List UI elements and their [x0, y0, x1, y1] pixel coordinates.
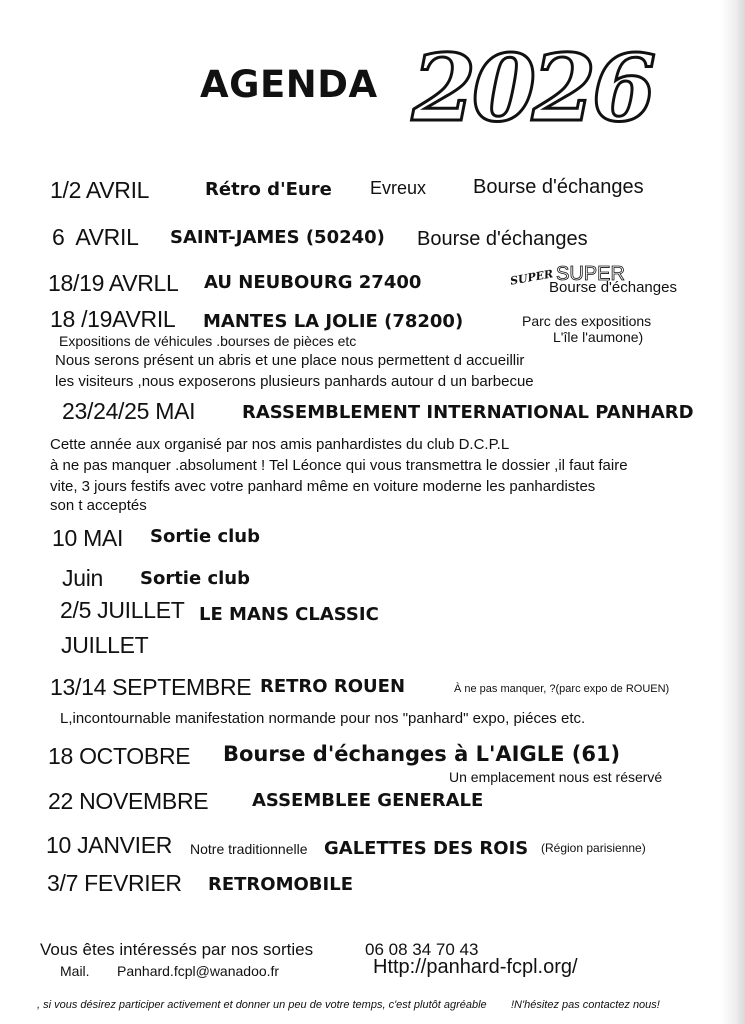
- event-5-line-1: Cette année aux organisé par nos amis panhardistes du club D.C.P.L: [50, 436, 510, 453]
- event-12-name: ASSEMBLEE GENERALE: [252, 790, 484, 811]
- event-10-name: RETRO ROUEN: [260, 676, 406, 697]
- footer-bottom-left: , si vous désirez participer activement et donner un peu de votre temps, c'est plutôt agréable: [37, 999, 487, 1011]
- event-13-note: (Région parisienne): [541, 841, 646, 855]
- event-7-date: Juin: [62, 565, 103, 591]
- event-6-date: 10 MAI: [52, 525, 124, 551]
- event-8-name: LE MANS CLASSIC: [199, 604, 379, 625]
- event-5-line-3: vite, 3 jours festifs avec votre panhard même en voiture moderne les panhardistes: [50, 478, 596, 495]
- event-5-date: 23/24/25 MAI: [62, 398, 196, 424]
- event-13-name: GALETTES DES ROIS: [324, 838, 529, 859]
- event-10-line-1: L,incontournable manifestation normande pour nos "panhard" expo, piéces etc.: [60, 710, 586, 727]
- event-6-name: Sortie club: [150, 526, 260, 547]
- footer-website-link[interactable]: Http://panhard-fcpl.org/: [373, 956, 578, 978]
- super-badge-outline: SUPER: [556, 263, 625, 285]
- event-2-date: 6 AVRIL: [52, 224, 139, 250]
- event-1-date: 1/2 AVRIL: [50, 177, 150, 203]
- footer-email[interactable]: Panhard.fcpl@wanadoo.fr: [117, 963, 280, 979]
- event-4-name: MANTES LA JOLIE (78200): [203, 311, 464, 332]
- event-5-line-4: son t acceptés: [50, 497, 147, 514]
- event-4-date: 18 /19AVRIL: [50, 306, 176, 332]
- paper-edge-shadow: [721, 0, 745, 1024]
- event-2-type: Bourse d'échanges: [417, 228, 588, 250]
- event-14-date: 3/7 FEVRIER: [47, 870, 182, 896]
- agenda-title: AGENDA: [200, 63, 378, 106]
- event-3-type: Bourse d'échanges: [549, 279, 677, 296]
- event-13-prefix: Notre traditionnelle: [190, 841, 308, 857]
- event-4-place-2: L'île l'aumone): [553, 329, 644, 345]
- event-5-line-2: à ne pas manquer .absolument ! Tel Léonce qui vous transmettra le dossier ,il faut faire: [50, 457, 628, 474]
- event-3-date: 18/19 AVRLL: [48, 270, 179, 296]
- event-4-place-1: Parc des expositions: [522, 313, 652, 329]
- agenda-year: 2026: [412, 34, 653, 142]
- event-13-date: 10 JANVIER: [46, 832, 173, 858]
- event-1-city: Evreux: [370, 178, 427, 198]
- footer-bottom-right: !N'hésitez pas contactez nous!: [511, 999, 660, 1011]
- event-11-date: 18 OCTOBRE: [48, 743, 191, 769]
- event-1-type: Bourse d'échanges: [473, 176, 644, 198]
- event-4-line-2: Nous serons présent un abris et une place nous permettent d accueillir: [55, 352, 525, 369]
- footer-interest: Vous êtes intéressés par nos sorties: [40, 940, 314, 959]
- event-12-date: 22 NOVEMBRE: [48, 788, 209, 814]
- super-badge-small: SUPER: [509, 267, 555, 288]
- event-7-name: Sortie club: [140, 568, 250, 589]
- event-10-note: À ne pas manquer, ?(parc expo de ROUEN): [454, 683, 670, 695]
- event-5-name: RASSEMBLEMENT INTERNATIONAL PANHARD: [242, 402, 694, 423]
- event-9-date: JUILLET: [61, 632, 149, 658]
- event-11-note: Un emplacement nous est réservé: [449, 769, 663, 785]
- event-8-date: 2/5 JUILLET: [60, 597, 185, 623]
- event-2-name: SAINT-JAMES (50240): [170, 227, 385, 248]
- footer-phone[interactable]: 06 08 34 70 43: [365, 940, 479, 959]
- event-10-date: 13/14 SEPTEMBRE: [50, 674, 252, 700]
- event-11-name: Bourse d'échanges à L'AIGLE (61): [223, 742, 621, 766]
- event-4-line-1: Expositions de véhicules .bourses de pièces etc: [59, 333, 357, 349]
- footer-mail-label: Mail.: [60, 963, 90, 979]
- event-1-name: Rétro d'Eure: [205, 179, 332, 200]
- event-3-name: AU NEUBOURG 27400: [204, 272, 422, 293]
- event-14-name: RETROMOBILE: [208, 874, 353, 895]
- event-4-line-3: les visiteurs ,nous exposerons plusieurs panhards autour d un barbecue: [55, 373, 534, 390]
